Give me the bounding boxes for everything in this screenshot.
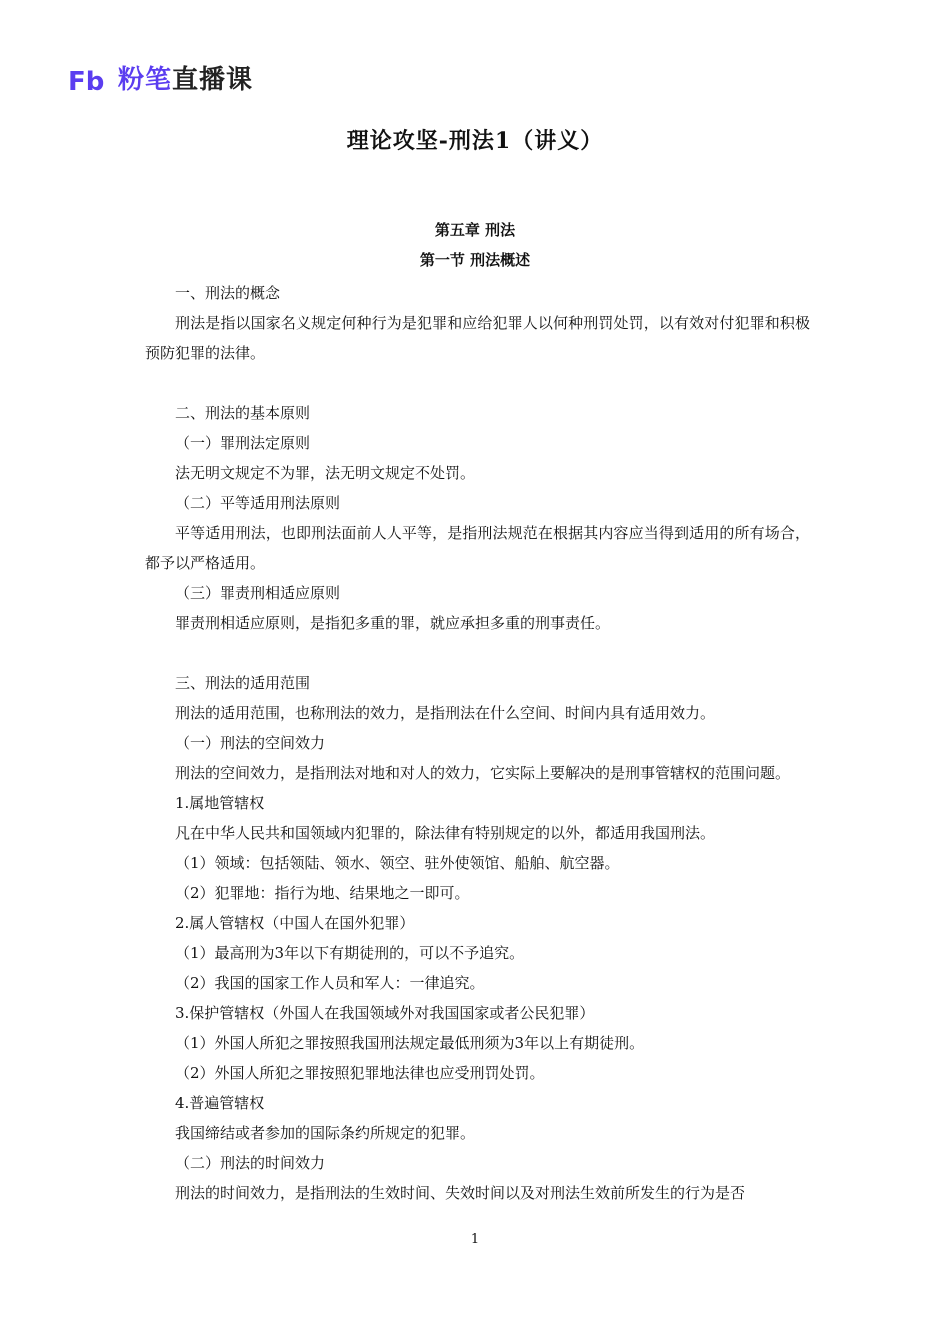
document-body [145,278,810,1208]
body-paragraph: （一）刑法的空间效力 [175,734,326,752]
body-paragraph: 刑法的空间效力，是指刑法对地和对人的效力，它实际上要解决的是刑事管辖权的范围问题。 [175,764,791,782]
body-paragraph: 3.保护管辖权（外国人在我国领域外对我国国家或者公民犯罪） [175,1004,595,1022]
body-paragraph: （二）刑法的时间效力 [175,1154,326,1172]
brand-name-part-a: 粉笔 [118,65,173,95]
body-paragraph: 1.属地管辖权 [175,794,265,812]
body-paragraph: 罪责刑相适应原则，是指犯多重的罪，就应承担多重的刑事责任。 [175,614,611,632]
body-paragraph: （二）平等适用刑法原则 [175,494,341,512]
body-paragraph: 法无明文规定不为罪，法无明文规定不处罚。 [175,464,476,482]
body-paragraph: 刑法的时间效力，是指刑法的生效时间、失效时间以及对刑法生效前所发生的行为是否 [175,1184,746,1202]
paragraph-gap [145,638,810,668]
body-paragraph: （三）罪责刑相适应原则 [175,584,341,602]
body-paragraph: （1）领域：包括领陆、领水、领空、驻外使领馆、船舶、航空器。 [175,854,620,872]
body-paragraph: （2）我国的国家工作人员和军人：一律追究。 [175,974,485,992]
section-heading: 第一节 刑法概述 [419,251,531,269]
body-paragraph: 刑法是指以国家名义规定何种行为是犯罪和应给犯罪人以何种刑罚处罚，以有效对付犯罪和积极预防犯罪的法律。 [145,314,810,362]
brand-name-part-b: 直播课 [172,65,254,95]
body-paragraph: 一、刑法的概念 [175,284,281,302]
body-paragraph: 二、刑法的基本原则 [175,404,311,422]
body-paragraph: （2）外国人所犯之罪按照犯罪地法律也应受刑罚处罚。 [175,1064,545,1082]
brand-logo [66,62,253,98]
body-paragraph: 刑法的适用范围，也称刑法的效力，是指刑法在什么空间、时间内具有适用效力。 [175,704,716,722]
paragraph-gap [145,368,810,398]
body-paragraph: 平等适用刑法，也即刑法面前人人平等，是指刑法规范在根据其内容应当得到适用的所有场合，都予以严格适用。 [145,524,810,572]
brand-name [118,65,253,95]
page-number: 1 [470,1232,480,1247]
body-paragraph: 4.普遍管辖权 [175,1094,265,1112]
document-title: 理论攻坚-刑法1（讲义） [346,128,604,154]
body-paragraph: 我国缔结或者参加的国际条约所规定的犯罪。 [175,1124,476,1142]
body-paragraph: 三、刑法的适用范围 [175,674,311,692]
body-paragraph: （2）犯罪地：指行为地、结果地之一即可。 [175,884,470,902]
logo-mark-text: Fb [68,67,105,95]
body-paragraph: （1）外国人所犯之罪按照我国刑法规定最低刑须为3年以上有期徒刑。 [175,1034,645,1052]
body-paragraph: 2.属人管辖权（中国人在国外犯罪） [175,914,415,932]
body-paragraph: 凡在中华人民共和国领域内犯罪的，除法律有特别规定的以外，都适用我国刑法。 [175,824,716,842]
body-paragraph: （一）罪刑法定原则 [175,434,311,452]
body-paragraph: （1）最高刑为3年以下有期徒刑的，可以不予追究。 [175,944,525,962]
fb-logo-icon [66,65,110,95]
chapter-heading: 第五章 刑法 [434,221,516,239]
